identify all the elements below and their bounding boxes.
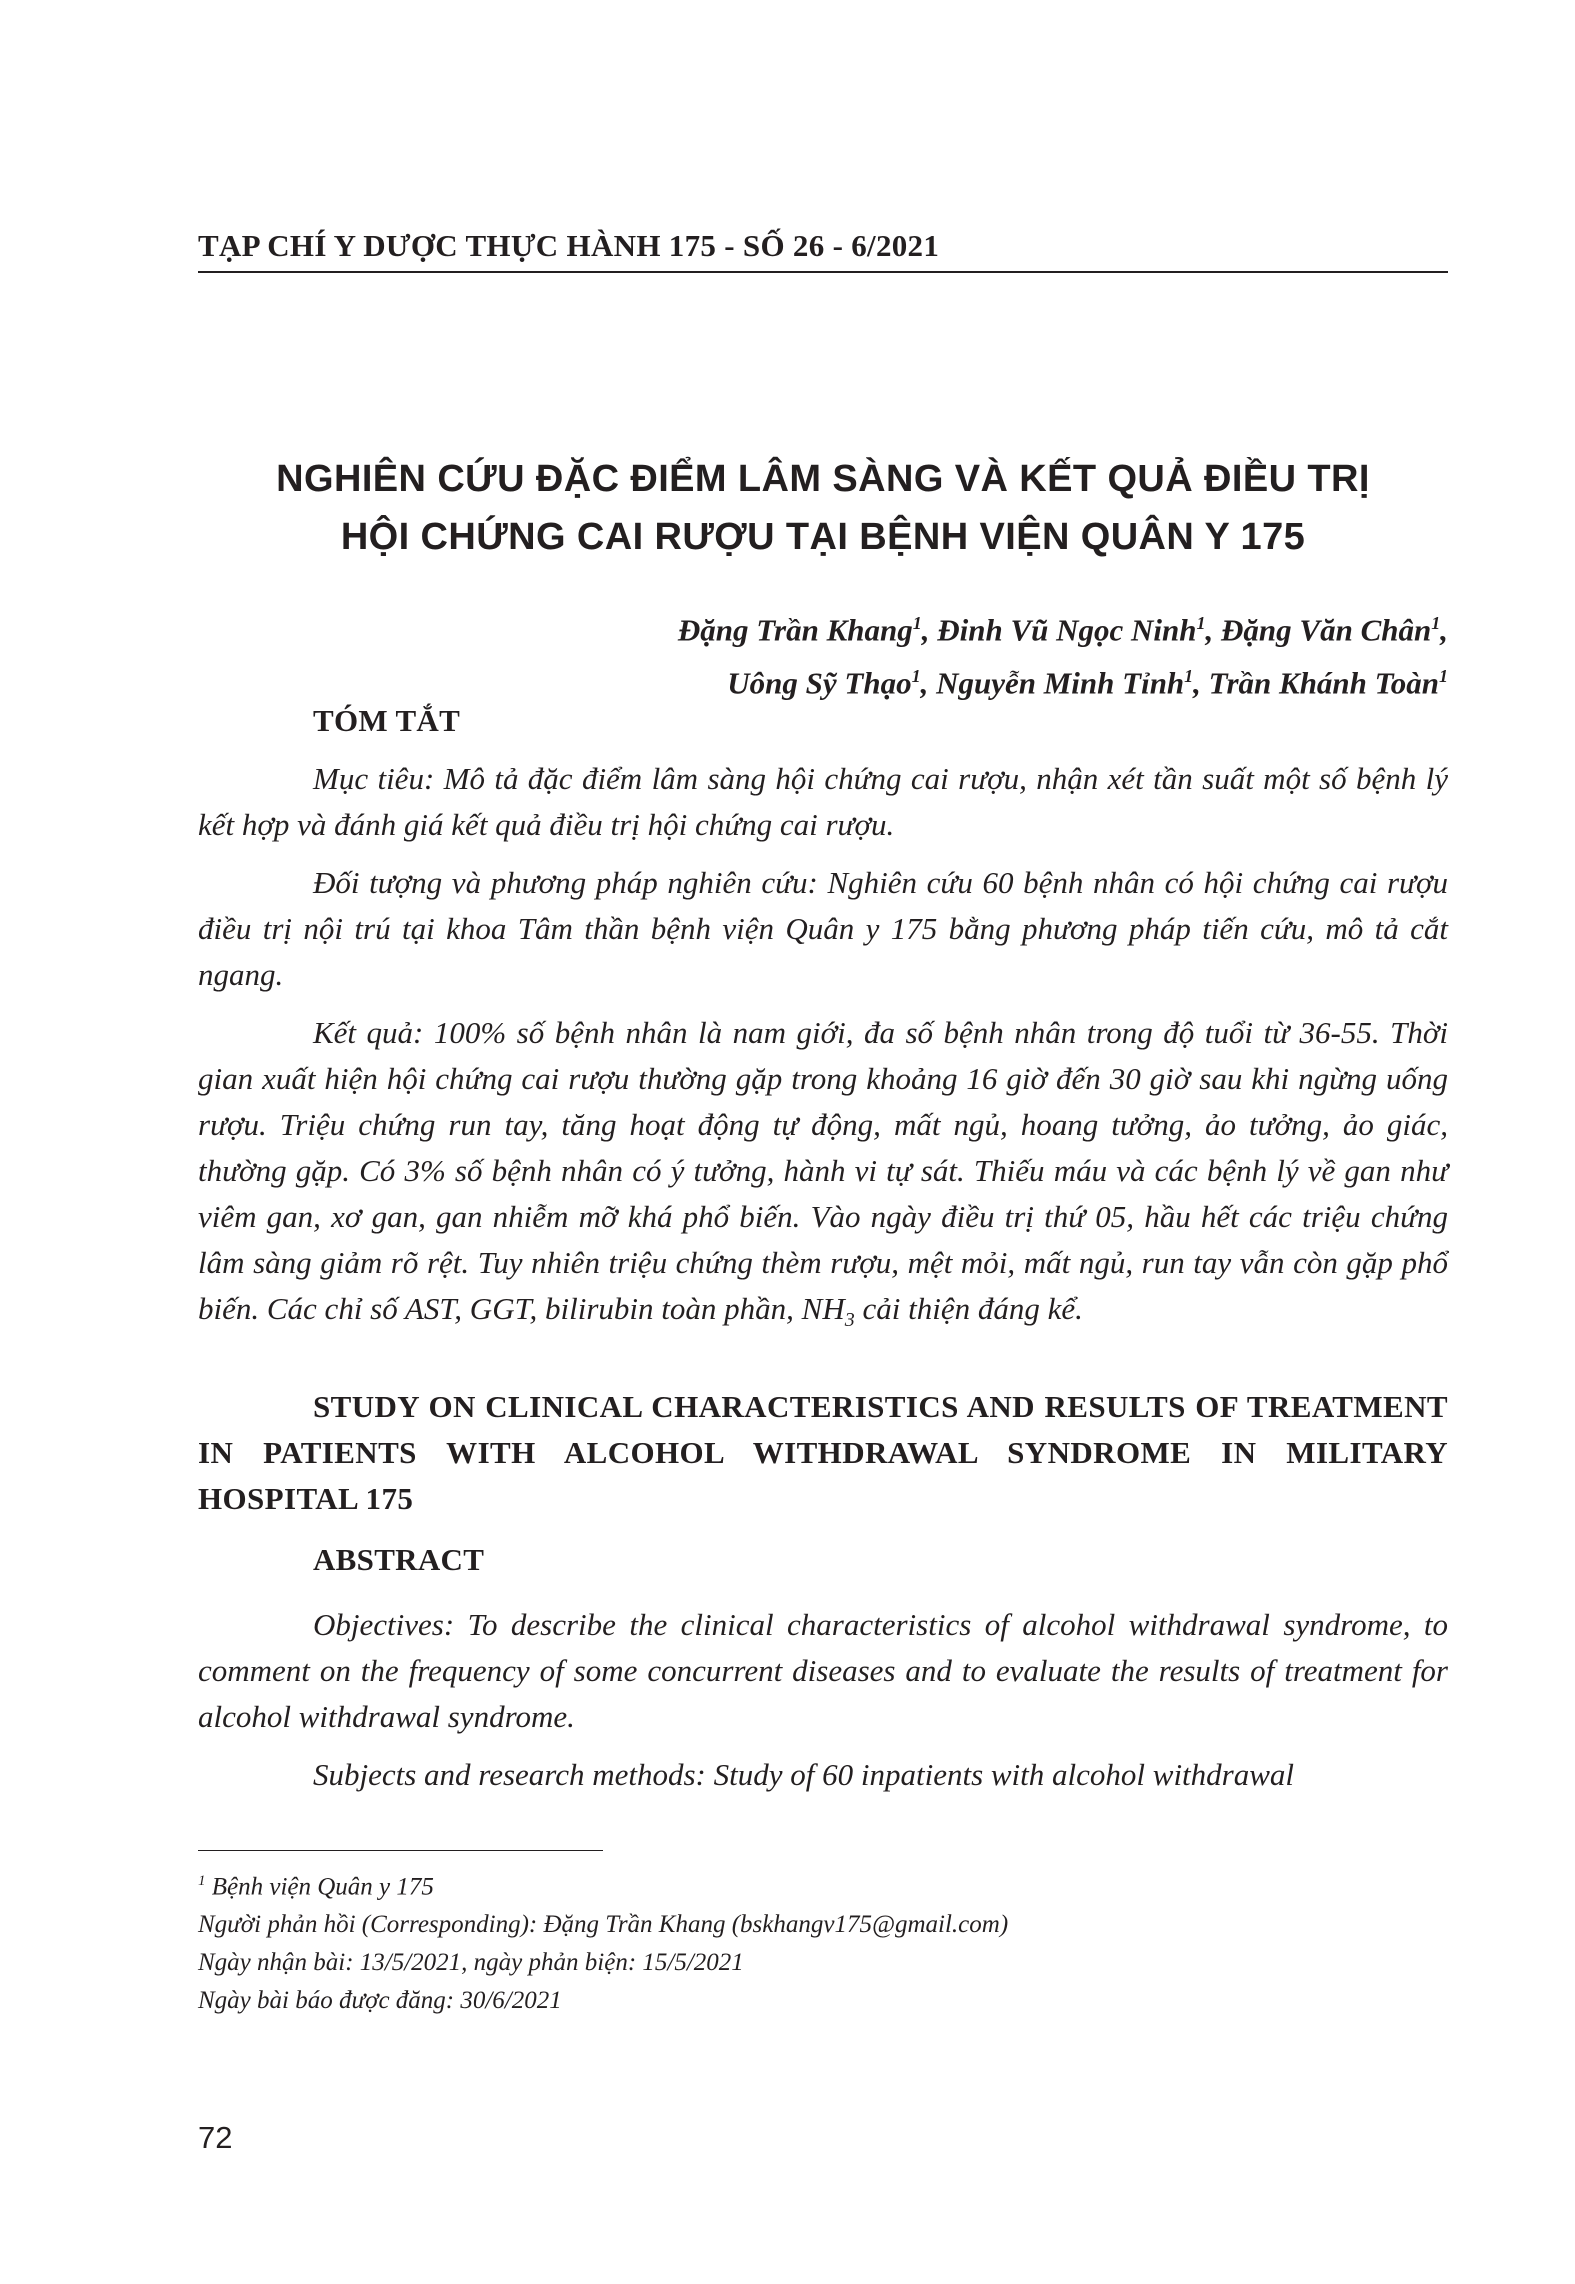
affiliation-mark: 1 bbox=[1431, 613, 1441, 633]
author-name: Đặng Trần Khang bbox=[677, 612, 913, 648]
author-name: Nguyễn Minh Tỉnh bbox=[936, 665, 1185, 701]
title-line-2: HỘI CHỨNG CAI RƯỢU TẠI BỆNH VIỆN QUÂN Y 175 bbox=[340, 516, 1306, 558]
affiliation-mark: 1 bbox=[198, 1873, 206, 1889]
author-list bbox=[678, 600, 1448, 707]
vi-results-paragraph bbox=[198, 1010, 1448, 1343]
affiliation-mark: 1 bbox=[911, 666, 921, 687]
vi-results-text: Kết quả: 100% số bệnh nhân là nam giới, đa số bệnh nhân trong độ tuổi từ 36-55. Thời gian xuất hiện hội chứng cai rượu thường gặp trong khoảng 16 giờ đến 30 giờ sau khi ngừng uống rượu. Triệu chứng run tay, tăng hoạt động tự động, mất ngủ, hoang tưởng, ảo tưởng, ảo giác, thường gặp. Có 3% số bệnh nhân có ý tưởng, hành vi tự sát. Thiếu máu và các bệnh lý về gan như viêm gan, xơ gan, gan nhiễm mỡ khá phổ biến. Vào ngày điều trị thứ 05, hầu hết các triệu chứng lâm sàng giảm rõ rệt. Tuy nhiên triệu chứng thèm rượu, mệt mỏi, mất ngủ, run tay vẫn còn gặp phổ biến. Các chỉ số AST, GGT, bilirubin toàn phần, NH bbox=[198, 1015, 1448, 1326]
running-head: TẠP CHÍ Y DƯỢC THỰC HÀNH 175 - SỐ 26 - 6/2021 bbox=[198, 228, 940, 263]
author-separator: , bbox=[1193, 665, 1209, 701]
author-line-1 bbox=[678, 600, 1448, 653]
en-abstract-heading: ABSTRACT bbox=[313, 1542, 485, 1577]
author-name: Đặng Văn Chân bbox=[1221, 612, 1432, 648]
author-name: Đinh Vũ Ngọc Ninh bbox=[937, 612, 1197, 648]
en-methods-paragraph: Subjects and research methods: Study of 60 inpatients with alcohol withdrawal bbox=[313, 1757, 1295, 1792]
affiliation-text: Bệnh viện Quân y 175 bbox=[205, 1873, 434, 1901]
author-separator: , bbox=[1440, 612, 1448, 648]
affiliation-mark: 1 bbox=[1439, 666, 1448, 687]
footnote-published: Ngày bài báo được đăng: 30/6/2021 bbox=[198, 1987, 562, 2015]
footnote-rule bbox=[198, 1850, 603, 1851]
vi-methods-paragraph: Đối tượng và phương pháp nghiên cứu: Nghiên cứu 60 bệnh nhân có hội chứng cai rượu điều trị nội trú tại khoa Tâm thần bệnh viện Quân y 175 bằng phương pháp tiến cứu, mô tả cắt ngang. bbox=[198, 865, 1448, 992]
subscript: 3 bbox=[844, 1309, 855, 1332]
footnotes bbox=[198, 1862, 1448, 2020]
article-title bbox=[198, 450, 1448, 566]
affiliation-mark: 1 bbox=[1196, 613, 1206, 633]
author-separator: , bbox=[1205, 612, 1222, 648]
affiliation-mark: 1 bbox=[912, 613, 922, 633]
english-title: STUDY ON CLINICAL CHARACTERISTICS AND RESULTS OF TREATMENT IN PATIENTS WITH ALCOHOL WITHDRAWAL SYNDROME IN MILITARY HOSPITAL 175 bbox=[198, 1389, 1448, 1516]
author-separator: , bbox=[920, 665, 937, 701]
vi-abstract-heading: TÓM TẮT bbox=[313, 703, 461, 738]
vi-objectives-paragraph: Mục tiêu: Mô tả đặc điểm lâm sàng hội chứng cai rượu, nhận xét tần suất một số bệnh lý kết hợp và đánh giá kết quả điều trị hội chứng cai rượu. bbox=[198, 761, 1448, 842]
author-separator: , bbox=[921, 612, 938, 648]
author-name: Trần Khánh Toàn bbox=[1208, 665, 1439, 701]
author-line-2 bbox=[678, 653, 1448, 706]
footnote-received: Ngày nhận bài: 13/5/2021, ngày phản biện: 15/5/2021 bbox=[198, 1949, 744, 1977]
vi-results-text-end: cải thiện đáng kể. bbox=[854, 1291, 1083, 1326]
footnote-corresponding: Người phản hồi (Corresponding): Đặng Trần Khang (bskhangv175@gmail.com) bbox=[198, 1911, 1009, 1939]
page-number: 72 bbox=[198, 2120, 233, 2155]
affiliation-mark: 1 bbox=[1184, 666, 1194, 687]
author-name: Uông Sỹ Thạo bbox=[727, 665, 912, 701]
header-rule bbox=[198, 271, 1448, 273]
en-objectives-paragraph: Objectives: To describe the clinical characteristics of alcohol withdrawal syndrome, to comment on the frequency of some concurrent diseases and to evaluate the results of treatment for alcohol withdrawal syndrome. bbox=[198, 1607, 1448, 1734]
title-line-1: NGHIÊN CỨU ĐẶC ĐIỂM LÂM SÀNG VÀ KẾT QUẢ ĐIỀU TRỊ bbox=[276, 458, 1370, 500]
footnote-affiliation bbox=[198, 1862, 1448, 1906]
